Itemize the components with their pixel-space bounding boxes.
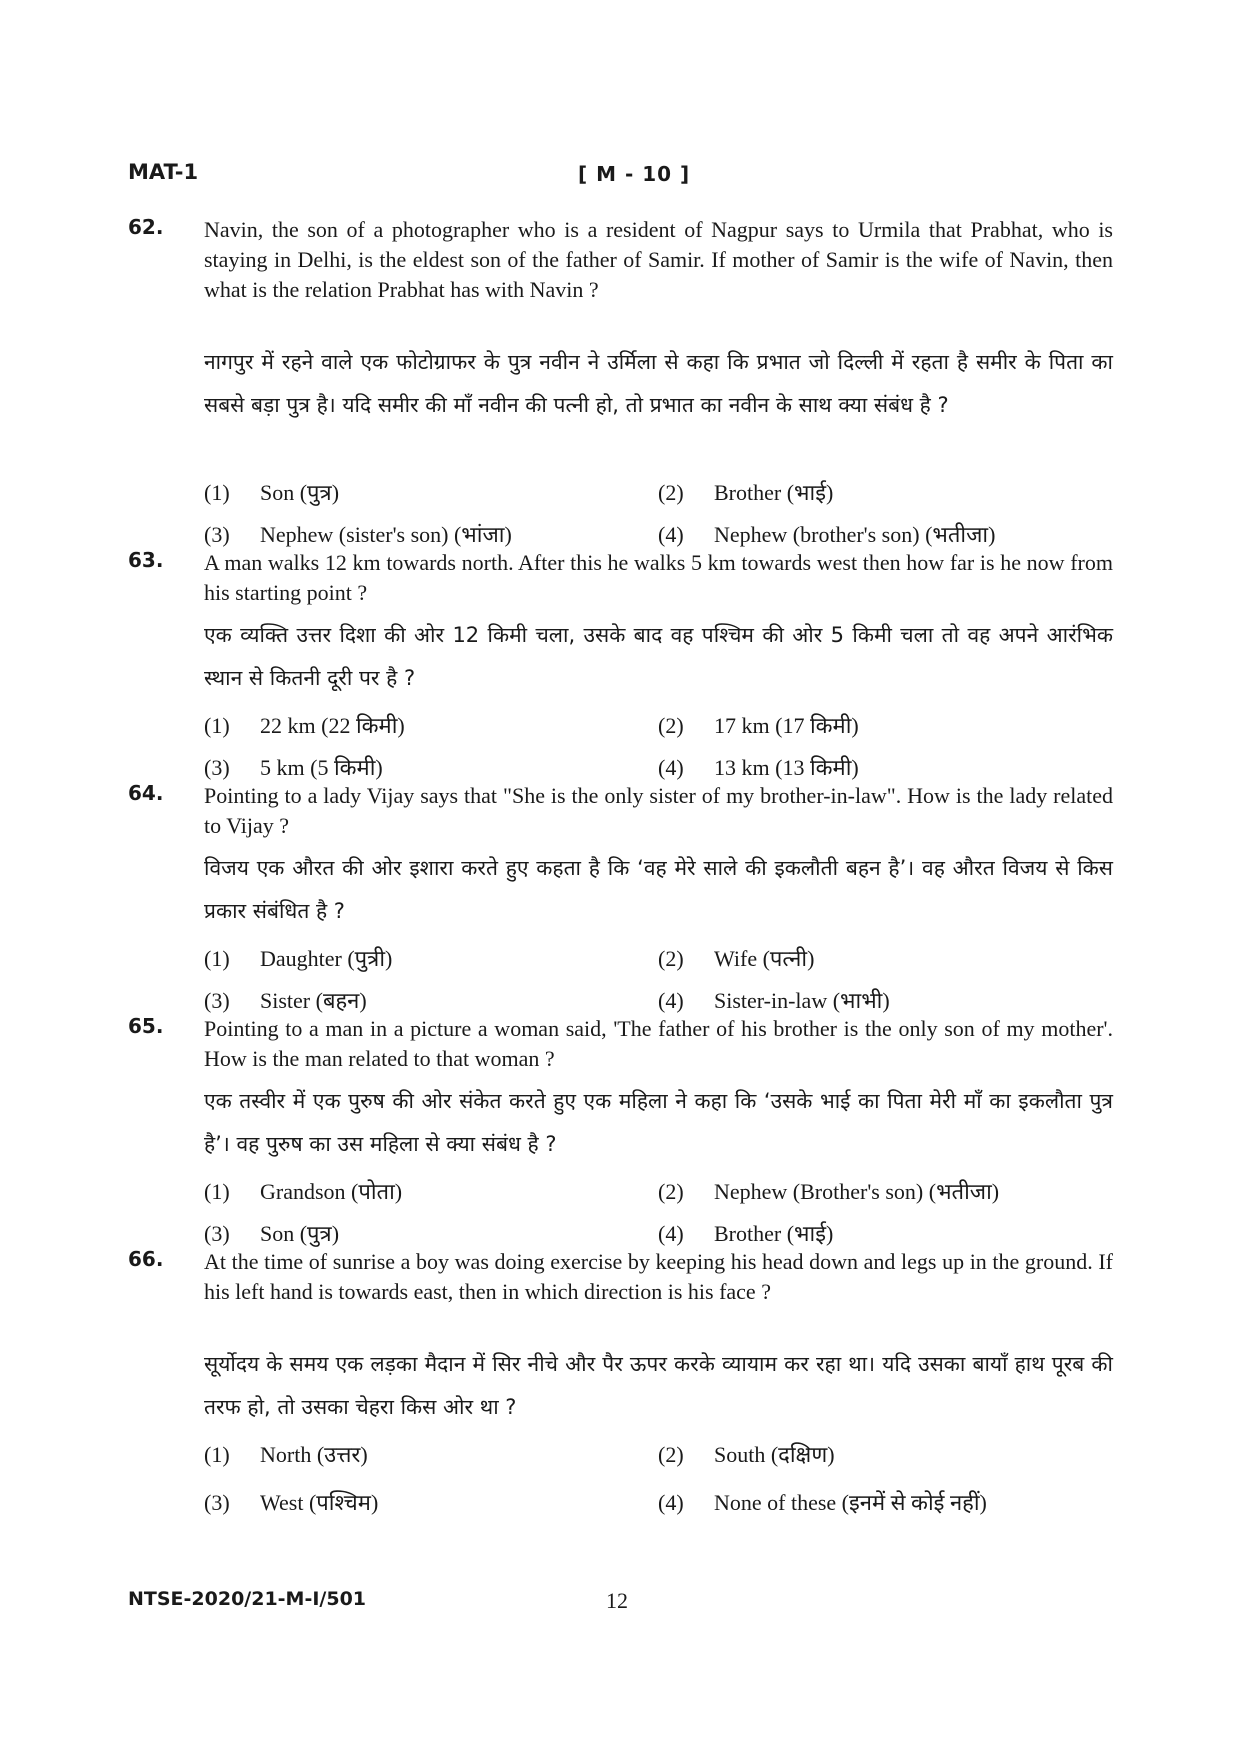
option-2: (2) Nephew (Brother's son) (भतीजा) [658, 1179, 1000, 1204]
page-number: 12 [606, 1588, 628, 1613]
question-number: 63. [128, 548, 164, 572]
question-number: 66. [128, 1247, 164, 1271]
option-2: (2) 17 km (17 किमी) [658, 713, 859, 738]
option-1: (1) Son (पुत्र) [204, 480, 340, 505]
option-3: (3) Nephew (sister's son) (भांजा) [204, 522, 512, 547]
question-64 [128, 781, 1113, 1011]
exam-code: NTSE-2020/21-M-I/501 [128, 1588, 367, 1610]
option-3: (3) Sister (बहन) [204, 988, 367, 1013]
question-66 [128, 1247, 1113, 1527]
question-text-english: Pointing to a lady Vijay says that "She is the only sister of my brother-in-law". How is the lady related to Vijay ? [204, 783, 1113, 838]
option-1: (1) North (उत्तर) [204, 1442, 368, 1467]
question-number: 65. [128, 1014, 164, 1038]
option-1: (1) Grandson (पोता) [204, 1179, 403, 1204]
option-1: (1) Daughter (पुत्री) [204, 946, 393, 971]
option-1: (1) 22 km (22 किमी) [204, 713, 405, 738]
option-2: (2) Wife (पत्नी) [658, 946, 815, 971]
option-2: (2) Brother (भाई) [658, 480, 834, 505]
question-text-hindi: नागपुर में रहने वाले एक फोटोग्राफर के पुत्र नवीन ने उर्मिला से कहा कि प्रभात जो दिल्ली में रहता है समीर के पिता का सबसे बड़ा पुत्र है। यदि समीर की माँ नवीन की पत्नी हो, तो प्रभात का नवीन के साथ क्या संबंध है ? [204, 350, 1113, 417]
option-4: (4) None of these (इनमें से कोई नहीं) [658, 1490, 987, 1515]
question-number: 62. [128, 215, 164, 239]
paper-code: MAT-1 [128, 160, 199, 184]
question-text-english: A man walks 12 km towards north. After this he walks 5 km towards west then how far is he now from his starting point ? [204, 550, 1113, 605]
question-text-english: At the time of sunrise a boy was doing exercise by keeping his head down and legs up in the ground. If his left hand is towards east, then in which direction is his face ? [204, 1249, 1113, 1304]
question-62 [128, 215, 1113, 547]
question-text-english: Navin, the son of a photographer who is a resident of Nagpur says to Urmila that Prabhat, who is staying in Delhi, is the eldest son of the father of Samir. If mother of Samir is the wife of Navin, then what is the relation Prabhat has with Navin ? [204, 217, 1113, 302]
option-3: (3) Son (पुत्र) [204, 1221, 340, 1246]
option-4: (4) Brother (भाई) [658, 1221, 834, 1246]
question-65 [128, 1014, 1113, 1244]
option-3: (3) 5 km (5 किमी) [204, 755, 383, 780]
option-4: (4) Sister-in-law (भाभी) [658, 988, 890, 1013]
question-number: 64. [128, 781, 164, 805]
question-63 [128, 548, 1113, 778]
option-4: (4) 13 km (13 किमी) [658, 755, 859, 780]
question-text-hindi: विजय एक औरत की ओर इशारा करते हुए कहता है कि ‘वह मेरे साले की इकलौती बहन है’। वह औरत विजय से किस प्रकार संबंधित है ? [204, 856, 1113, 923]
option-2: (2) South (दक्षिण) [658, 1442, 835, 1467]
page-footer [128, 1588, 1113, 1618]
question-text-english: Pointing to a man in a picture a woman said, 'The father of his brother is the only son of my mother'. How is the man related to that woman ? [204, 1016, 1113, 1071]
question-text-hindi: सूर्योदय के समय एक लड़का मैदान में सिर नीचे और पैर ऊपर करके व्यायाम कर रहा था। यदि उसका बायाँ हाथ पूरब की तरफ हो, तो उसका चेहरा किस ओर था ? [204, 1352, 1113, 1419]
page-label: [ M - 10 ] [578, 162, 691, 186]
question-text-hindi: एक तस्वीर में एक पुरुष की ओर संकेत करते हुए एक महिला ने कहा कि ‘उसके भाई का पिता मेरी माँ का इकलौता पुत्र है’। वह पुरुष का उस महिला से क्या संबंध है ? [204, 1089, 1113, 1156]
question-text-hindi: एक व्यक्ति उत्तर दिशा की ओर 12 किमी चला, उसके बाद वह पश्चिम की ओर 5 किमी चला तो वह अपने आरंभिक स्थान से कितनी दूरी पर है ? [204, 623, 1113, 690]
option-4: (4) Nephew (brother's son) (भतीजा) [658, 522, 996, 547]
page-header [128, 160, 1113, 196]
option-3: (3) West (पश्चिम) [204, 1490, 379, 1515]
